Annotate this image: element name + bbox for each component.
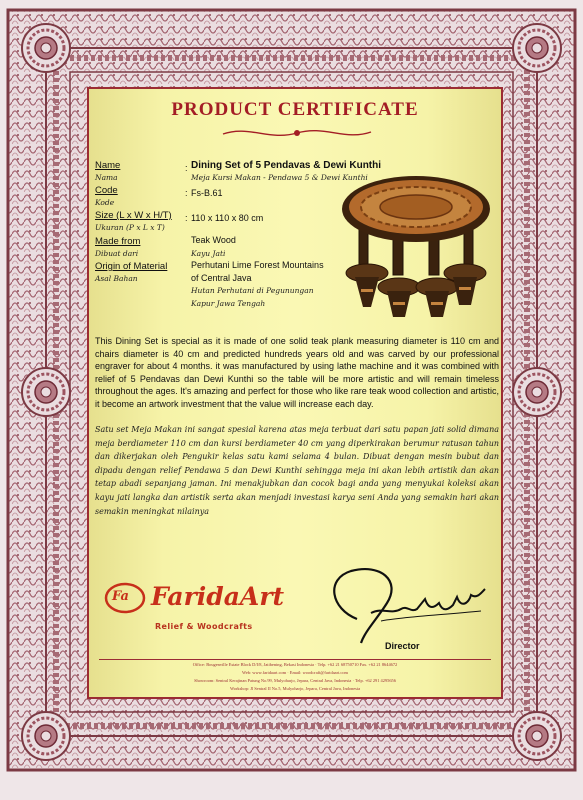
- logo-name: FaridaArt: [151, 582, 285, 611]
- footer-showroom: Showroom: Sentral Kerajinan Patung No.99, Mulyoharjo, Jepara, Central Java, Indonesia · Telp. +62 291 4295656: [194, 678, 396, 683]
- name-value-id: Meja Kursi Makan - Pendawa 5 & Dewi Kunthi: [191, 173, 368, 182]
- title-ornament: [219, 125, 375, 141]
- name-label: Name: [95, 160, 121, 171]
- material-value-id: Kayu Jati: [191, 249, 226, 258]
- name-label-id: Nama: [95, 173, 118, 182]
- company-logo: [103, 579, 303, 645]
- description-indonesian: Satu set Meja Makan ini sangat spesial karena atas meja terbuat dari satu papan jati solid dimana meja berdiameter 110 cm dan kursi berdiameter 40 cm yang diperkirakan berumur ratusan tahun dan dikerjakan oleh Pengukir kelas satu kami selama 4 bulan. Dibuat dengan mesin bubut dan dipadu dengan relief Pendawa 5 dan Dewi Kunthi sehingga meja ini akan lebih artistik dan akan tetap abadi sepanjang jaman. Ini menakjubkan dan cocok bagi anda yang menyukai koleksi akan kayu jati langka dan artistik serta akan menjadi investasi karya seni Anda yang semakin hari akan semakin meningkat nilainya: [95, 425, 499, 516]
- footer-web: Web: www.faridaart.com · Email: woodcraft@faridaart.com: [242, 670, 348, 675]
- director-signature: [321, 559, 491, 649]
- product-photo: [341, 169, 491, 319]
- origin-label-id: Asal Bahan: [95, 274, 138, 283]
- director-label: Director: [385, 641, 420, 651]
- footer-office: Office: Bougenville Estate Block D/I/8, Jatibening, Bekasi Indonesia · Telp. +62 21 68750710 Fax. +62 21 8644672: [192, 662, 398, 667]
- size-value: 110 x 110 x 80 cm: [191, 213, 264, 223]
- material-label: Made from: [95, 236, 141, 247]
- origin-value-line2: of Central Java: [191, 273, 252, 283]
- origin-value-id-line1: Hutan Perhutani di Pegunungan: [191, 286, 314, 295]
- size-label-id: Ukuran (P x L x T): [95, 223, 165, 232]
- code-label-id: Kode: [95, 198, 115, 207]
- description-english: This Dining Set is special as it is made of one solid teak plank measuring diameter is 110 cm and chairs diameter is 40 cm and predicted hundreds years old and was carved by our professional engraver for about 4 months. it was manufactured by using lathe machine and it was combined with relief of 5 Pendavas dan Dewi Kunthi so the table will be more artistic and will remain timeless throughout the ages. It's amazing and perfect for those who like rare teak wood collection and artistic, it become an artwork investment that the value will increase each day.: [95, 336, 499, 409]
- certificate-title: PRODUCT CERTIFICATE: [171, 99, 419, 120]
- material-value: Teak Wood: [191, 235, 236, 245]
- code-value: Fs-B.61: [191, 188, 223, 198]
- footer-workshop: Workshop: Jl Sentral II No.5, Mulyoharjo, Jepara, Central Java, Indonesia: [229, 686, 361, 691]
- certificate-panel: PRODUCT CERTIFICATE Name Nama Code Kode Size (L x W x H/T) Ukuran (P x L x T) Made from Dibuat dari Origin of Material Asal Bahan : : : Dining Set of 5 Pendavas & Dewi Kunthi Meja Kursi Makan - Pendawa 5 & Dewi Kunthi Fs-B.61 110 x 110 x 80 cm Teak Wood Kayu Jati Perhutani Lime Forest Mountains of Central Java Hutan Perhutani di Pegunungan Kapur Jawa Tengah This Dining Set is special as it is made of one solid teak plank measuring diameter is 110 cm and chairs diameter is 40 cm and predicted hundreds years old and was carved by our professional engraver for about 4 months. it was manufactured by using lathe machine and it was combined with relief of 5 Pendavas dan Dewi Kunthi so the table will be more artistic and will remain timeless throughout the ages. It's amazing and perfect for those who like rare teak wood collection and artistic, it become an artwork investment that the value will increase each day. Satu set Meja Makan ini sangat spesial karena atas meja terbuat dari satu papan jati solid dimana meja berdiameter 110 cm dan kursi berdiameter 40 cm yang diperkirakan berumur ratusan tahun dan dikerjakan oleh Pengukir kelas satu kami selama 4 bulan. Dibuat dengan mesin bubut dan dipadu dengan relief Pendawa 5 dan Dewi Kunthi sehingga meja ini akan lebih artistik dan akan tetap abadi sepanjang jaman. Ini menakjubkan dan cocok bagi anda yang menyukai koleksi akan kayu jati langka dan artistik serta akan menjadi investasi karya seni Anda yang semakin hari akan semakin meningkat nilainya Fa FaridaArt Relief & Woodcrafts Director Office: Bougenville Estate Block D/I/8, Jatibening, Bekasi Indonesia · Telp. +62 21 68750710 Fax. +62 21 8644672 Web: www.faridaart.com · Email: woodcraft@faridaart.com Showroom: Sentral Kerajinan Patung No.99, Mulyoharjo, Jepara, Central Java, Indonesia · Telp. +62 291 4295656 Workshop: Jl Sentral II No.5, Mulyoharjo, Jepara, Central Java, Indonesia: [87, 87, 503, 699]
- logo-tagline: Relief & Woodcrafts: [155, 622, 253, 631]
- material-label-id: Dibuat dari: [95, 249, 139, 258]
- logo-mark-text: Fa: [112, 589, 129, 604]
- code-label: Code: [95, 185, 118, 196]
- footer-divider: [99, 659, 491, 660]
- origin-value-id-line2: Kapur Jawa Tengah: [191, 299, 266, 308]
- origin-label: Origin of Material: [95, 261, 168, 272]
- origin-value-line1: Perhutani Lime Forest Mountains: [191, 260, 324, 270]
- size-label: Size (L x W x H/T): [95, 210, 172, 221]
- name-value: Dining Set of 5 Pendavas & Dewi Kunthi: [191, 160, 382, 171]
